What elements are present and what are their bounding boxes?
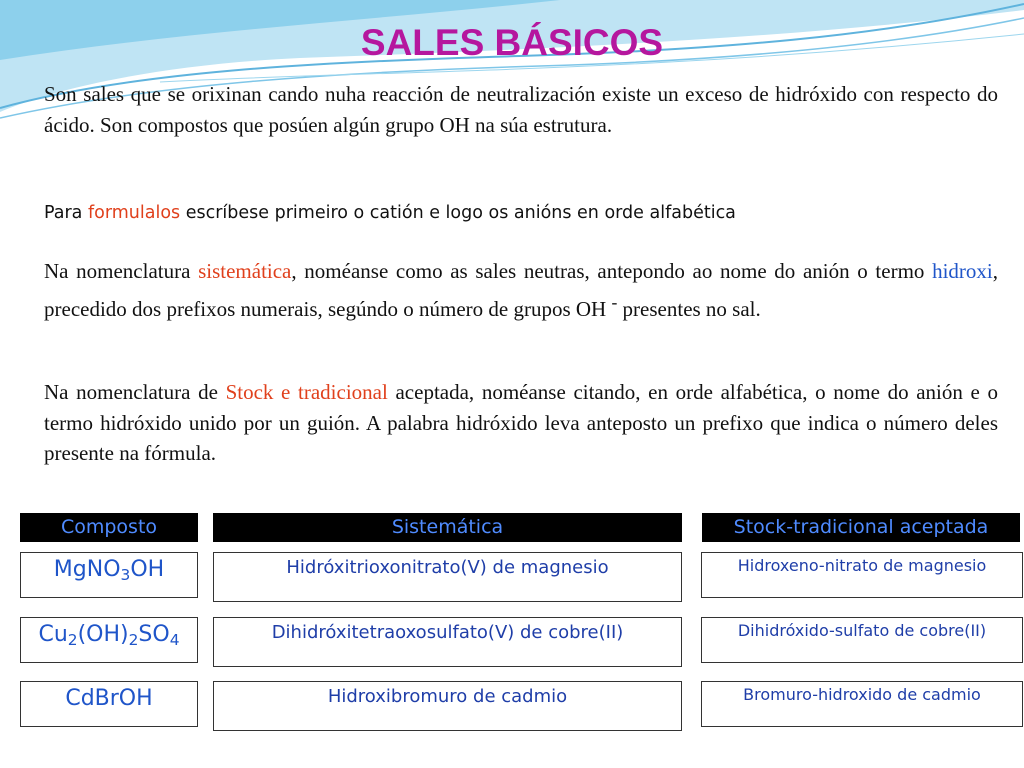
formula-text: Cu bbox=[38, 622, 68, 647]
header-sistematica: Sistemática bbox=[213, 513, 682, 542]
systematic-name-cell: Hidróxitrioxonitrato(V) de magnesio bbox=[213, 552, 682, 602]
stock-name-cell: Bromuro-hidroxido de cadmio bbox=[701, 681, 1023, 727]
systematic-text-c: , noméanse como as sales neutras, antepondo ao nome do anión o termo bbox=[291, 259, 933, 283]
formula-subscript: 2 bbox=[67, 630, 78, 649]
rule-text-pre: Para bbox=[44, 203, 88, 223]
systematic-text-f: presentes no sal. bbox=[617, 296, 761, 321]
formula-text: CdBrOH bbox=[65, 686, 153, 711]
systematic-paragraph bbox=[44, 256, 998, 324]
header-stock: Stock-tradicional aceptada bbox=[702, 513, 1020, 542]
formula-subscript: 2 bbox=[128, 630, 139, 649]
stock-text-c: aceptada, noméanse citando, en orde alfabética, o nome do anión e o termo hidróxido unido por un guión. A palabra hidróxido leva anteposto un prefixo que indica o número deles presente na fórmula. bbox=[44, 380, 999, 465]
header-composto: Composto bbox=[20, 513, 198, 542]
formula-subscript: 4 bbox=[169, 630, 180, 649]
formula-text: OH bbox=[130, 557, 165, 582]
formula-subscript: 3 bbox=[120, 565, 131, 584]
systematic-name-cell: Hidroxibromuro de cadmio bbox=[213, 681, 682, 731]
formulation-rule bbox=[44, 200, 998, 226]
stock-name-cell: Dihidróxido-sulfato de cobre(II) bbox=[701, 617, 1023, 663]
slide-title: SALES BÁSICOS bbox=[360, 22, 664, 63]
formula-text: MgNO bbox=[53, 557, 121, 582]
stock-highlight: Stock e tradicional bbox=[225, 380, 388, 404]
stock-text-a: Na nomenclatura de bbox=[44, 380, 226, 404]
systematic-highlight: sistemática bbox=[198, 259, 292, 283]
formula-cell bbox=[20, 617, 198, 663]
rule-highlight: formulalos bbox=[87, 203, 181, 223]
formula-text: SO bbox=[138, 622, 170, 647]
stock-name-cell: Hidroxeno-nitrato de magnesio bbox=[701, 552, 1023, 598]
intro-paragraph: Son sales que se orixinan cando nuha reacción de neutralización existe un exceso de hidróxido con respecto do ácido. Son compostos que posúen algún grupo OH na súa estrutura. bbox=[44, 82, 998, 137]
charge-superscript: - bbox=[611, 291, 618, 312]
hidroxi-highlight: hidroxi bbox=[932, 259, 993, 283]
rule-text-post: escríbese primeiro o catión e logo os anións en orde alfabética bbox=[180, 203, 736, 223]
systematic-name-cell: Dihidróxitetraoxosulfato(V) de cobre(II) bbox=[213, 617, 682, 667]
formula-cell bbox=[20, 552, 198, 598]
stock-paragraph bbox=[44, 377, 998, 469]
formula-text: (OH) bbox=[77, 622, 129, 647]
systematic-text-e: , precedido dos prefixos numerais, segúndo o número de grupos OH bbox=[44, 259, 998, 321]
systematic-text-a: Na nomenclatura bbox=[44, 259, 199, 283]
formula-cell bbox=[20, 681, 198, 727]
